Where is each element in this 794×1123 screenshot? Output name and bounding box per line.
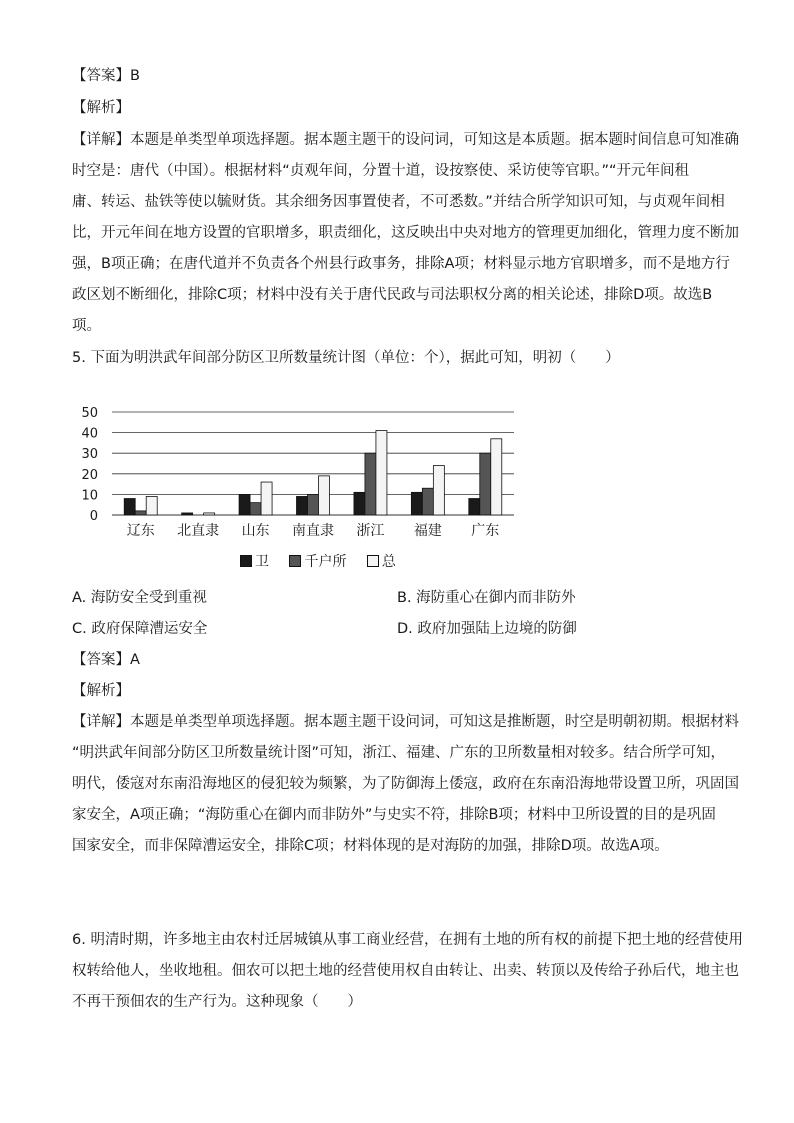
q5-detail-line: 国家安全，而非保障漕运安全，排除C项；材料体现的是对海防的加强，排除D项。故选A项。 — [72, 838, 669, 854]
chart-legend — [240, 552, 412, 572]
q4-analysis-tag: 【解析】 — [72, 100, 130, 116]
option-b[interactable]: B. 海防重心在御内而非防外 — [397, 590, 576, 606]
q4-detail-line: 项。 — [72, 318, 101, 334]
y-tick-label: 20 — [81, 467, 98, 483]
bar-总-浙江 — [376, 431, 387, 515]
x-tick-label: 浙江 — [356, 523, 385, 539]
bar-卫-南直隶 — [297, 496, 308, 515]
x-tick-label: 山东 — [241, 523, 270, 539]
q4-detail-line: 政区划不断细化，排除C项；材料中没有关于唐代民政与司法职权分离的相关论述，排除D项。故选B — [72, 287, 713, 303]
bar-千户所-辽东 — [135, 511, 146, 515]
legend-label: 总 — [381, 554, 396, 570]
y-tick-label: 30 — [81, 447, 98, 463]
q4-detail-line: 比，开元年间在地方设置的官职增多，职责细化，这反映出中央对地方的管理更加细化，管理力度不断加 — [72, 225, 739, 241]
bar-卫-北直隶 — [182, 513, 193, 515]
bar-总-福建 — [433, 466, 444, 515]
x-tick-label: 辽东 — [126, 523, 155, 539]
x-tick-label: 广东 — [471, 523, 500, 539]
y-tick-label: 0 — [89, 509, 98, 524]
bar-千户所-山东 — [250, 503, 261, 515]
bar-卫-浙江 — [354, 492, 365, 515]
bar-总-山东 — [261, 482, 272, 515]
legend-item — [289, 554, 346, 570]
bar-总-南直隶 — [319, 476, 330, 515]
option-c[interactable]: C. 政府保障漕运安全 — [72, 621, 208, 637]
answer-tag: 【答案】 — [72, 652, 130, 668]
bar-chart — [72, 398, 522, 548]
bar-千户所-福建 — [422, 488, 433, 515]
q5-stem: 5. 下面为明洪武年间部分防区卫所数量统计图（单位：个），据此可知，明初（ ） — [72, 350, 620, 366]
option-d[interactable]: D. 政府加强陆上边境的防御 — [397, 621, 577, 637]
bar-卫-山东 — [239, 494, 250, 515]
y-tick-label: 40 — [81, 426, 98, 442]
x-tick-label: 南直隶 — [292, 523, 334, 539]
q4-detail-line: 时空是：唐代（中国）。根据材料“贞观年间，分置十道，设按察使、采访使等官职。”“开元年间租 — [72, 163, 690, 179]
y-tick-label: 10 — [81, 488, 98, 504]
answer-tag: 【答案】 — [72, 68, 130, 84]
x-tick-label: 北直隶 — [177, 523, 220, 539]
legend-swatch-qianhusuo — [289, 555, 301, 567]
bar-千户所-南直隶 — [308, 494, 319, 515]
legend-item — [367, 554, 396, 570]
legend-label: 卫 — [255, 554, 269, 570]
legend-item — [240, 554, 269, 570]
q4-detail-line: 庸、转运、盐铁等使以毓财货。其余细务因事置使者，不可悉数。”并结合所学知识可知，与贞观年间相 — [72, 194, 725, 210]
q4-detail-line: 强，B项正确；在唐代道并不负责各个州县行政事务，排除A项；材料显示地方官职增多，而不是地方行 — [72, 256, 730, 272]
y-tick-label: 50 — [81, 406, 98, 421]
q5-detail-line: 家安全，A项正确；“海防重心在御内而非防外”与史实不符，排除B项；材料中卫所设置的目的是巩固 — [72, 807, 716, 823]
legend-label: 千户所 — [304, 554, 347, 570]
q4-answer — [72, 66, 140, 86]
q5-answer — [72, 650, 140, 670]
legend-swatch-wei — [240, 555, 252, 567]
q5-analysis-tag: 【解析】 — [72, 683, 130, 699]
q5-detail-line: “明洪武年间部分防区卫所数量统计图”可知，浙江、福建、广东的卫所数量相对较多。结合所学可知， — [72, 745, 726, 761]
bar-总-北直隶 — [204, 513, 215, 515]
option-a[interactable]: A. 海防安全受到重视 — [72, 590, 207, 606]
answer-value: B — [130, 68, 140, 84]
bar-总-广东 — [491, 439, 502, 515]
legend-swatch-zong — [367, 555, 379, 567]
bar-卫-广东 — [469, 499, 480, 515]
bar-千户所-浙江 — [365, 453, 376, 515]
bar-卫-辽东 — [124, 499, 135, 515]
q5-detail-line: 明代，倭寇对东南沿海地区的侵犯较为频繁，为了防御海上倭寇，政府在东南沿海地带设置卫所，巩固国 — [72, 776, 739, 792]
q4-detail-line: 【详解】本题是单类型单项选择题。据本题主题干的设问词，可知这是本质题。据本题时间信息可知准确 — [72, 132, 739, 148]
answer-value: A — [130, 652, 140, 668]
bar-千户所-广东 — [480, 453, 491, 515]
q6-stem-line: 权转给他人，坐收地租。佃农可以把土地的经营使用权自由转让、出卖、转顶以及传给子孙后代，地主也 — [72, 963, 739, 979]
q6-stem-line: 不再干预佃农的生产行为。这种现象（ ） — [72, 994, 362, 1010]
q6-stem-line: 6. 明清时期，许多地主由农村迁居城镇从事工商业经营，在拥有土地的所有权的前提下把土地的经营使用 — [72, 932, 743, 948]
bar-卫-福建 — [411, 492, 422, 515]
bar-总-辽东 — [146, 496, 157, 515]
q5-detail-line: 【详解】本题是单类型单项选择题。据本题主题干设问词，可知这是推断题，时空是明朝初期。根据材料 — [72, 714, 739, 730]
x-tick-label: 福建 — [413, 523, 442, 539]
